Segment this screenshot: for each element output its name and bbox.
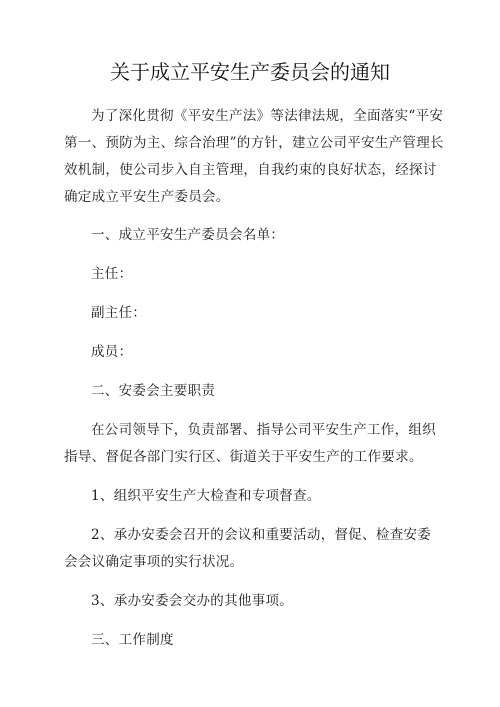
section-heading-work-system: 三、工作制度 <box>91 632 174 648</box>
members-label: 成员： <box>91 344 133 360</box>
intro-paragraph: 为了深化贯彻《平安生产法》等法律法规，全面落实“平安第一、预防为主、综合治理”的方针，建立公司平安生产管理长效机制，使公司步入自主管理，自我约束的良好状态，经探讨确定成立平安生产委员会。 <box>64 108 444 205</box>
section-heading-committee-list: 一、成立平安生产委员会名单： <box>91 227 285 243</box>
duty-item-3: 3、承办安委会交办的其他事项。 <box>91 593 294 609</box>
duty-item-2: 2、承办安委会召开的会议和重要活动，督促、检查安委会会议确定事项的实行状况。 <box>64 527 432 570</box>
duty-item-1: 1、组织平安生产大检查和专项督查。 <box>91 488 321 504</box>
section-heading-duties: 二、安委会主要职责 <box>91 383 216 399</box>
document-title: 关于成立平安生产委员会的通知 <box>110 60 390 84</box>
deputy-director-label: 副主任： <box>91 305 147 321</box>
duties-paragraph: 在公司领导下，负责部署、指导公司平安生产工作，组织指导、督促各部门实行区、街道关于平安生产的工作要求。 <box>64 422 436 465</box>
director-label: 主任： <box>91 266 133 282</box>
